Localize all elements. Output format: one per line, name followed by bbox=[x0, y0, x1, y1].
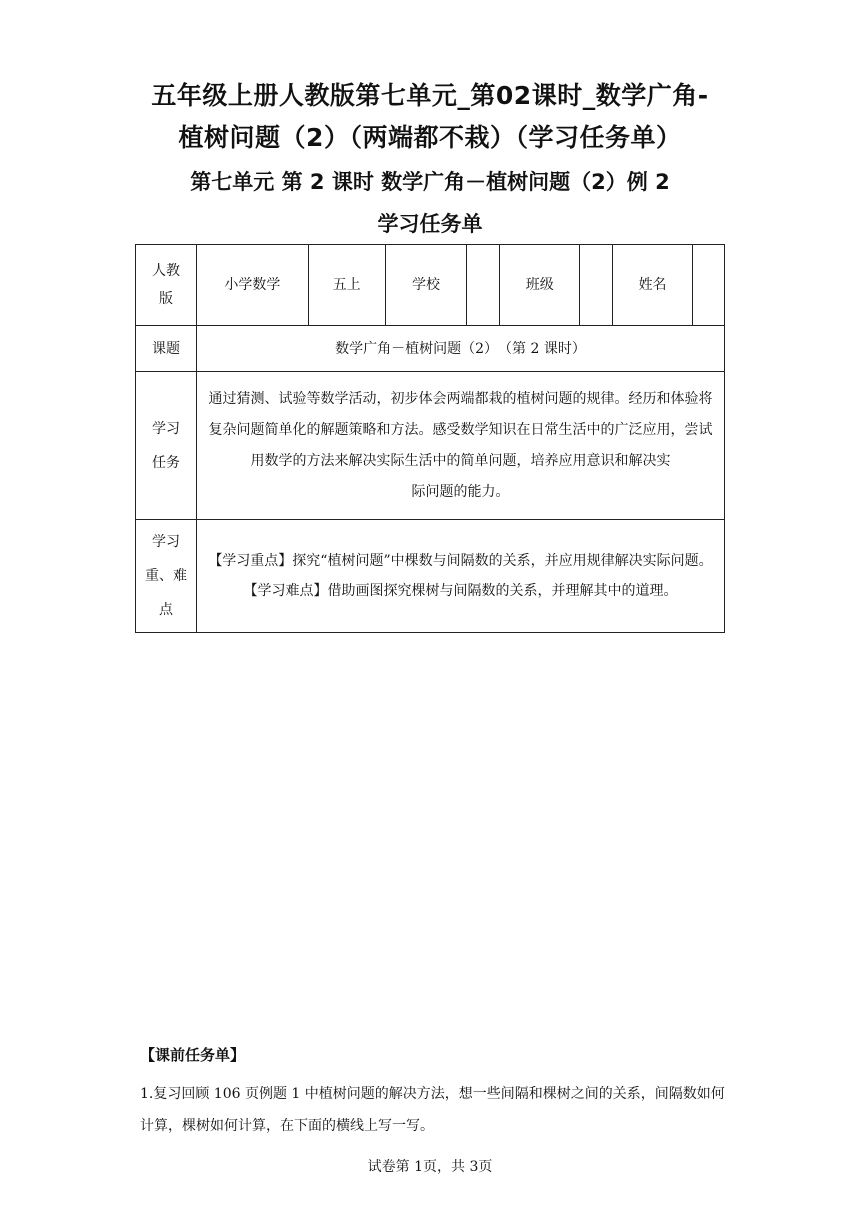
class-field[interactable] bbox=[580, 245, 613, 326]
topic-label: 课题 bbox=[136, 326, 197, 372]
focus-description: 【学习重点】探究“植树问题”中棵数与间隔数的关系，并应用规律解决实际问题。【学习难点】借助画图探究棵树与间隔数的关系，并理解其中的道理。 bbox=[196, 520, 724, 633]
sheet-title: 学习任务单 bbox=[377, 212, 483, 236]
pre-task-heading: 【课前任务单】 bbox=[140, 1046, 246, 1064]
lesson-info-table bbox=[135, 244, 725, 633]
name-field[interactable] bbox=[693, 245, 725, 326]
subject-cell: 小学数学 bbox=[196, 245, 308, 326]
grade-cell: 五上 bbox=[308, 245, 385, 326]
task-description: 通过猜测、试验等数学活动，初步体会两端都栽的植树问题的规律。经历和体验将复杂问题简单化的解题策略和方法。感受数学知识在日常生活中的广泛应用，尝试用数学的方法来解决实际生活中的简单问题，培养应用意识和解决实 际问题的能力。 bbox=[196, 372, 724, 520]
task-label: 学习任务 bbox=[136, 372, 197, 520]
school-label: 学校 bbox=[385, 245, 467, 326]
topic-value: 数学广角－植树问题（2） （第 2 课时） bbox=[196, 326, 724, 372]
table-row bbox=[136, 245, 725, 326]
page-footer: 试卷第 1页，共 3页 bbox=[367, 1159, 493, 1175]
document-title-line1: 五年级上册人教版第七单元_第02课时_数学广角- bbox=[151, 81, 709, 110]
document-title-line2: 植树问题（2）（两端都不栽）（学习任务单） bbox=[178, 123, 682, 152]
name-label: 姓名 bbox=[613, 245, 693, 326]
school-field[interactable] bbox=[467, 245, 500, 326]
focus-label: 学习重、难点 bbox=[136, 520, 197, 633]
table-row bbox=[136, 372, 725, 520]
table-row bbox=[136, 326, 725, 372]
table-row bbox=[136, 520, 725, 633]
edition-label: 人教版 bbox=[136, 245, 197, 326]
class-label: 班级 bbox=[500, 245, 580, 326]
lesson-subtitle: 第七单元 第 2 课时 数学广角－植树问题（2）例 2 bbox=[190, 170, 670, 194]
question-1: 1.复习回顾 106 页例题 1 中植树问题的解决方法，想一些间隔和棵树之间的关系，间隔数如何计算，棵树如何计算，在下面的横线上写一写。 bbox=[140, 1086, 725, 1134]
